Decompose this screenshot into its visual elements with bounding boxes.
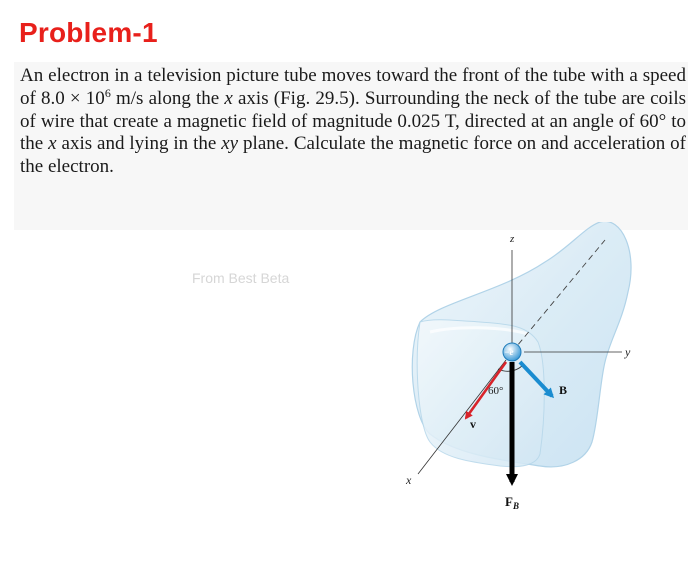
field-label: B	[559, 383, 568, 397]
y-axis-label: y	[625, 345, 631, 359]
faded-watermark-text: From Best Beta	[192, 270, 290, 286]
angle-label: 60°	[488, 385, 504, 397]
problem-text-part-2: m/s along the	[110, 87, 225, 109]
slide-title: Problem-1	[19, 17, 158, 48]
force-label-sub: B	[512, 501, 519, 511]
axis-variable-x-2: x	[48, 133, 57, 155]
electron-force-figure	[360, 222, 690, 552]
z-axis-label: z	[510, 233, 515, 245]
problem-text-part-5: plane. Calculate the magnetic force on and acceleration of the electron.	[20, 133, 686, 178]
problem-text-part-3: axis (Fig. 29.5). Surrounding the neck of the tube are coils of wire that create a magnetic field of magnitude 0.025 T, directed at an angle of 60° to the	[20, 87, 686, 155]
electron-label: −e	[504, 347, 514, 357]
velocity-label: v	[470, 417, 476, 431]
problem-text-part-1: An electron in a television picture tube moves toward the front of the tube with a speed of 8.0 × 10	[20, 65, 686, 109]
exponent: 6	[104, 85, 111, 100]
force-label	[505, 494, 519, 511]
x-axis-label: x	[406, 473, 412, 487]
problem-statement	[20, 65, 686, 179]
force-label-main: F	[505, 494, 513, 509]
axis-variable-x: x	[224, 87, 233, 109]
problem-text-part-4: axis and lying in the	[56, 133, 222, 155]
plane-variable-xy: xy	[221, 133, 239, 155]
